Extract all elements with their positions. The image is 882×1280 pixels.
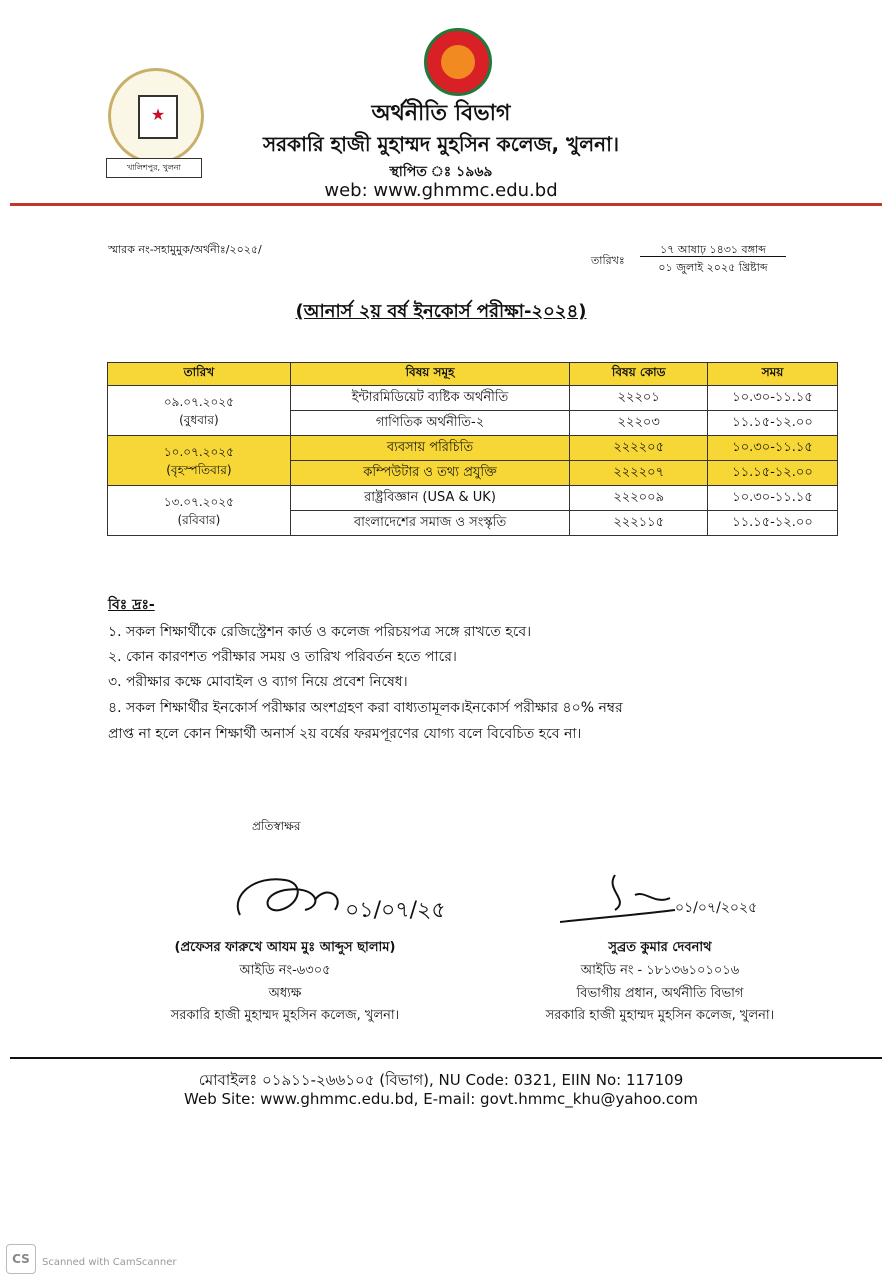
time-cell: ১০.৩০-১১.১৫ <box>708 486 838 511</box>
header-time: সময় <box>708 363 838 386</box>
note-item: প্রাপ্ত না হলে কোন শিক্ষার্থী অনার্স ২য় বর্ষের ফরমপূরণের যোগ্য বলে বিবেচিত হবে না। <box>108 726 582 742</box>
date-label: তারিখঃ <box>591 254 625 267</box>
head-signature <box>555 870 795 930</box>
header-date: তারিখ <box>108 363 291 386</box>
code-cell: ২২২১১৫ <box>570 511 708 536</box>
code-cell: ২২২০১ <box>570 386 708 411</box>
memo-number: স্মারক নং-সহামুমুক/অর্থনীঃ/২০২৫/ <box>108 243 262 256</box>
date-cell <box>108 386 291 436</box>
exam-day: (বুধবার) <box>179 412 219 427</box>
head-designation: বিভাগীয় প্রধান, অর্থনীতি বিভাগ <box>576 986 744 1001</box>
date-bangla: ১৭ আষাঢ় ১৪৩১ বঙ্গাব্দ <box>660 243 766 256</box>
head-id: আইডি নং - ১৮১৩৬১০১০১৬ <box>580 963 740 978</box>
date-english: ০১ জুলাই ২০২৫ খ্রিষ্টাব্দ <box>658 261 768 274</box>
head-name: সুব্রত কুমার দেবনাথ <box>608 940 712 955</box>
principal-name: (প্রফেসর ফারুখে আযম মুঃ আব্দুস ছালাম) <box>174 940 396 955</box>
seal-map-icon <box>441 45 475 79</box>
table-row <box>108 386 838 411</box>
exam-day: (রবিবার) <box>177 512 221 527</box>
time-cell: ১১.১৫-১২.০০ <box>708 411 838 436</box>
star-icon: ★ <box>150 105 166 124</box>
subject-cell: রাষ্ট্রবিজ্ঞান (USA & UK) <box>290 486 570 511</box>
exam-date: ১৩.০৭.২০২৫ <box>163 494 234 509</box>
head-signature-date: ০১/০৭/২০২৫ <box>675 900 758 916</box>
countersign-label: প্রতিস্বাক্ষর <box>252 819 301 833</box>
exam-day: (বৃহস্পতিবার) <box>166 462 232 477</box>
time-cell: ১০.৩০-১১.১৫ <box>708 436 838 461</box>
date-cell <box>108 486 291 536</box>
time-cell: ১১.১৫-১২.০০ <box>708 511 838 536</box>
footer-contact: মোবাইলঃ ০১৯১১-২৬৬১০৫ (বিভাগ), NU Code: 0321, EIIN No: 117109 <box>198 1071 684 1089</box>
time-cell: ১১.১৫-১২.০০ <box>708 461 838 486</box>
subject-cell: বাংলাদেশের সমাজ ও সংস্কৃতি <box>290 511 570 536</box>
exam-date: ১০.০৭.২০২৫ <box>163 444 234 459</box>
note-item: ১. সকল শিক্ষার্থীকে রেজিস্ট্রেশন কার্ড ও কলেজ পরিচয়পত্র সঙ্গে রাখতে হবে। <box>108 624 532 640</box>
footer-web: Web Site: www.ghmmc.edu.bd, E-mail: govt.hmmc_khu@yahoo.com <box>184 1090 698 1108</box>
table-row <box>108 436 838 461</box>
principal-college: সরকারি হাজী মুহাম্মদ মুহসিন কলেজ, খুলনা। <box>170 1008 400 1023</box>
code-cell: ২২২০৩ <box>570 411 708 436</box>
notes-title: বিঃ দ্রঃ- <box>108 597 155 613</box>
department-title: অর্থনীতি বিভাগ <box>371 101 511 126</box>
time-cell: ১০.৩০-১১.১৫ <box>708 386 838 411</box>
exam-schedule-table <box>107 362 838 536</box>
established-year: স্থাপিত ঃ ১৯৬৯ <box>389 164 493 180</box>
principal-signature-date: ০১/০৭/২৫ <box>345 898 446 923</box>
table-row <box>108 486 838 511</box>
code-cell: ২২২২০৫ <box>570 436 708 461</box>
header-divider <box>10 203 882 206</box>
website: web: www.ghmmc.edu.bd <box>324 180 558 201</box>
note-item: ৪. সকল শিক্ষার্থীর ইনকোর্স পরীক্ষার অংশগ্রহণ করা বাধ্যতামূলক।ইনকোর্স পরীক্ষার ৪০% নম্বর <box>108 700 623 716</box>
date-divider <box>640 256 786 257</box>
head-college: সরকারি হাজী মুহাম্মদ মুহসিন কলেজ, খুলনা। <box>545 1008 775 1023</box>
subject-cell: কম্পিউটার ও তথ্য প্রযুক্তি <box>290 461 570 486</box>
principal-designation: অধ্যক্ষ <box>268 986 302 1001</box>
header-subjects: বিষয় সমূহ <box>290 363 570 386</box>
government-seal <box>424 28 492 96</box>
notice-title-text: (আনার্স ২য় বর্ষ ইনকোর্স পরীক্ষা-২০২৪) <box>295 301 587 322</box>
camscanner-logo-icon: CS <box>6 1244 36 1274</box>
table-header-row <box>108 363 838 386</box>
subject-cell: ইন্টারমিডিয়েট ব্যষ্টিক অর্থনীতি <box>290 386 570 411</box>
college-logo-band: খালিশপুর, খুলনা <box>106 158 202 178</box>
college-name: সরকারি হাজী মুহাম্মদ মুহসিন কলেজ, খুলনা। <box>262 132 620 156</box>
notice-title <box>0 297 882 328</box>
principal-id: আইডি নং-৬৩০৫ <box>239 963 331 978</box>
code-cell: ২২২২০৭ <box>570 461 708 486</box>
camscanner-text: Scanned with CamScanner <box>42 1257 177 1268</box>
principal-signature <box>225 855 495 935</box>
note-item: ৩. পরীক্ষার কক্ষে মোবাইল ও ব্যাগ নিয়ে প্রবেশ নিষেধ। <box>108 674 408 690</box>
footer-divider <box>10 1057 882 1059</box>
date-cell <box>108 436 291 486</box>
note-item: ২. কোন কারণশত পরীক্ষার সময় ও তারিখ পরিবর্তন হতে পারে। <box>108 649 457 665</box>
subject-cell: গাণিতিক অর্থনীতি-২ <box>290 411 570 436</box>
code-cell: ২২২০০৯ <box>570 486 708 511</box>
header-code: বিষয় কোড <box>570 363 708 386</box>
exam-date: ০৯.০৭.২০২৫ <box>163 394 234 409</box>
subject-cell: ব্যবসায় পরিচিতি <box>290 436 570 461</box>
